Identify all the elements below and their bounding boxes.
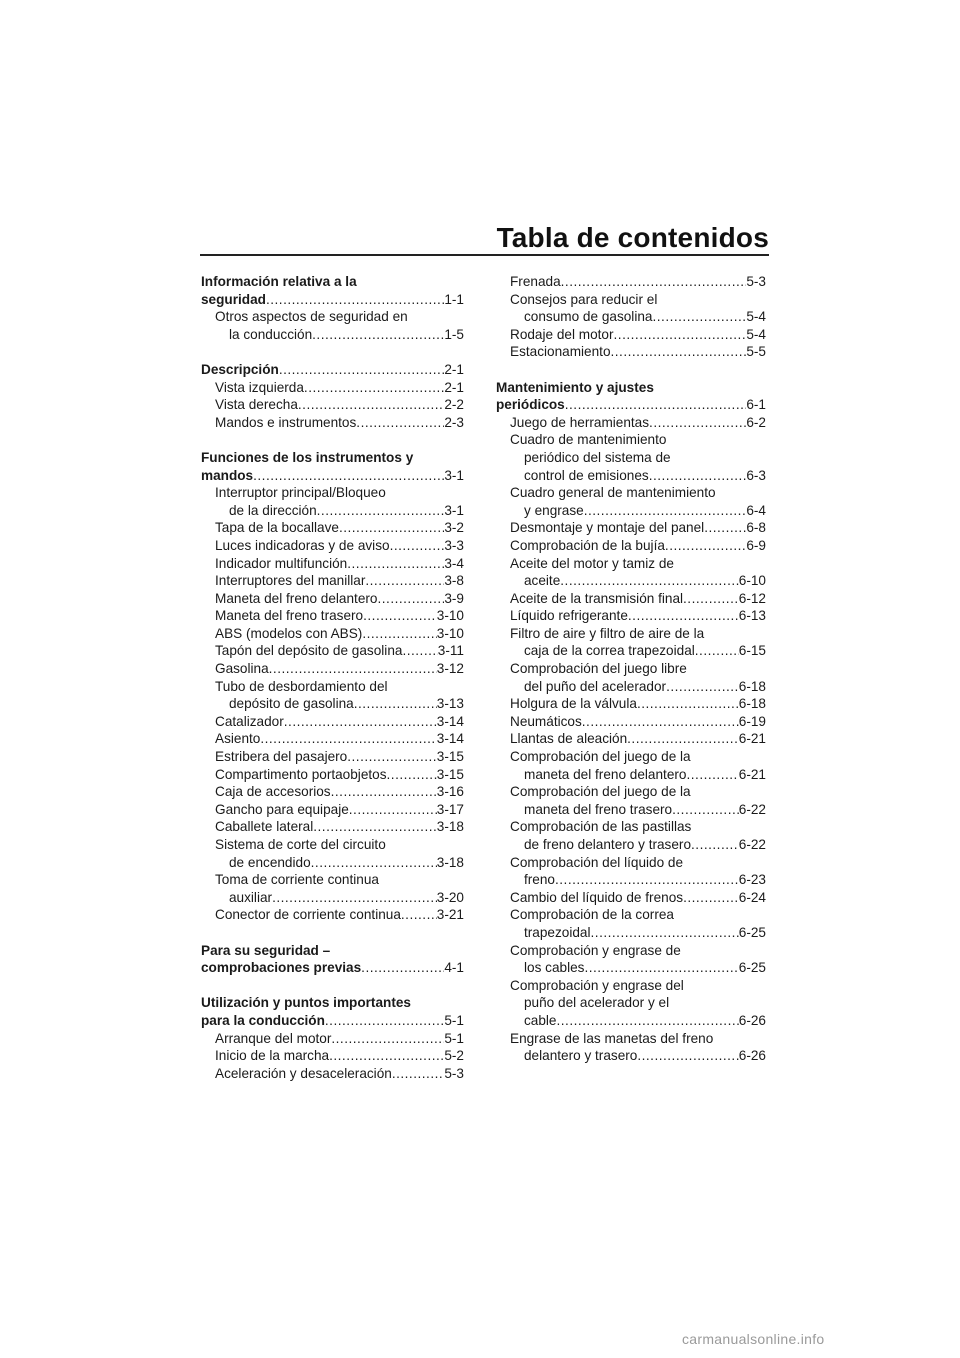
toc-entry[interactable]: [201, 678, 464, 713]
dot-leader: [392, 1065, 445, 1083]
toc-page-number: 6-25: [738, 960, 766, 976]
dot-leader: [637, 695, 739, 713]
dot-leader: [349, 801, 437, 819]
toc-entry-title: Mandos e instrumentos: [215, 414, 357, 430]
dot-leader: [686, 766, 738, 784]
toc-entry-title: del puño del acelerador: [524, 678, 667, 694]
toc-entry-title: Estribera del pasajero: [215, 749, 348, 765]
toc-entry-title: Maneta del freno trasero: [215, 608, 364, 624]
toc-section[interactable]: [201, 449, 464, 484]
dot-leader: [313, 818, 437, 836]
toc-page-number: 6-8: [746, 520, 766, 536]
toc-page-number: 3-4: [444, 555, 464, 571]
toc-page-number: 3-13: [436, 696, 464, 712]
toc-entry[interactable]: [496, 537, 766, 555]
toc-page-number: 5-4: [746, 326, 766, 342]
dot-leader: [637, 1047, 738, 1065]
toc-entry-text: Funciones de los instrumentos y: [201, 449, 414, 465]
toc-entry-title: Llantas de aleación: [510, 731, 628, 747]
dot-leader: [582, 713, 739, 731]
toc-page-number: 2-2: [444, 397, 464, 413]
page-title: Tabla de contenidos: [496, 222, 769, 253]
toc-entry-title: Tapa de la bocallave: [215, 520, 339, 536]
dot-leader: [649, 467, 747, 485]
toc-entry-title: Inicio de la marcha: [215, 1048, 330, 1064]
toc-page-number: 1-5: [444, 326, 464, 342]
dot-leader: [329, 1047, 444, 1065]
dot-leader: [361, 959, 444, 977]
toc-entry-text: Comprobación del líquido de: [510, 854, 684, 870]
toc-page-number: 5-3: [444, 1065, 464, 1081]
toc-page-number: 5-3: [746, 274, 766, 289]
toc-entry-text: Filtro de aire y filtro de aire de la: [510, 625, 705, 641]
toc-entry-title: Desmontaje y montaje del panel: [510, 520, 705, 536]
toc-page-number: 3-15: [436, 766, 464, 782]
dot-leader: [611, 343, 747, 361]
toc-entry-title: de la dirección: [229, 502, 317, 518]
toc-page-number: 3-10: [436, 625, 464, 641]
toc-entry[interactable]: [201, 414, 464, 432]
toc-entry[interactable]: [201, 836, 464, 871]
footer-watermark: carmanualsonline.info: [682, 1331, 825, 1347]
toc-page-number: 3-17: [436, 801, 464, 817]
toc-entry[interactable]: [496, 519, 766, 537]
toc-entry[interactable]: [496, 818, 766, 853]
toc-entry-text: Consejos para reducir el: [510, 291, 658, 307]
toc-entry[interactable]: [201, 572, 464, 590]
toc-page-number: 3-14: [436, 731, 464, 747]
toc-entry[interactable]: [496, 326, 766, 344]
toc-entry-text: Aceite del motor y tamiz de: [510, 555, 674, 571]
toc-entry-title: Frenada: [510, 274, 561, 289]
toc-entry-text: Comprobación de la correa: [510, 907, 674, 923]
toc-page-number: 6-10: [738, 573, 766, 589]
toc-section[interactable]: [201, 273, 464, 308]
toc-entry[interactable]: [201, 660, 464, 678]
dot-leader: [704, 519, 746, 537]
toc-entry[interactable]: [201, 766, 464, 784]
dot-leader: [331, 1030, 444, 1048]
toc-page-number: 2-3: [444, 414, 464, 430]
toc-entry-title: los cables: [524, 960, 585, 976]
toc-entry-text: Cuadro general de mantenimiento: [510, 485, 716, 501]
toc-entry[interactable]: [496, 555, 766, 590]
dot-leader: [695, 642, 739, 660]
toc-entry-title: periódicos: [496, 397, 565, 413]
dot-leader: [269, 660, 437, 678]
toc-page-number: 3-8: [444, 573, 464, 589]
toc-entry-title: Caja de accesorios: [215, 784, 331, 800]
toc-entry[interactable]: [496, 713, 766, 731]
toc-entry-title: Interruptores del manillar: [215, 573, 366, 589]
toc-entry[interactable]: [201, 379, 464, 397]
toc-entry-title: Caballete lateral: [215, 819, 314, 835]
dot-leader: [363, 607, 437, 625]
toc-entry[interactable]: [201, 590, 464, 608]
toc-page-number: 3-15: [436, 749, 464, 765]
toc-entry[interactable]: [201, 906, 464, 924]
toc-entry-text: Otros aspectos de seguridad en: [215, 309, 408, 325]
dot-leader: [584, 959, 738, 977]
dot-leader: [272, 889, 437, 907]
toc-page-number: 3-14: [436, 713, 464, 729]
toc-page-number: 4-1: [444, 960, 464, 976]
toc-page-number: 3-9: [444, 590, 464, 606]
toc-page-number: 3-1: [444, 502, 464, 518]
toc-entry[interactable]: [201, 1047, 464, 1065]
toc-entry-text: Comprobación del juego libre: [510, 661, 687, 677]
toc-entry[interactable]: [201, 396, 464, 414]
toc-page-number: 2-1: [444, 361, 464, 377]
toc-entry[interactable]: [496, 730, 766, 748]
toc-page-number: 6-21: [738, 766, 766, 782]
toc-column-right: [496, 273, 766, 1065]
toc-entry-title: Luces indicadoras y de aviso: [215, 537, 390, 553]
toc-page-number: 3-10: [436, 608, 464, 624]
toc-entry-text: Interruptor principal/Bloqueo: [215, 485, 386, 501]
toc-column-left: [201, 273, 464, 1082]
toc-page-number: 5-2: [444, 1048, 464, 1064]
toc-page-number: 2-1: [444, 379, 464, 395]
toc-entry-title: Arranque del motor: [215, 1030, 332, 1046]
toc-page-number: 3-18: [436, 819, 464, 835]
toc-entry-text: Información relativa a la: [201, 274, 357, 289]
toc-entry[interactable]: [496, 291, 766, 326]
dot-leader: [279, 361, 445, 379]
toc-entry-title: Rodaje del motor: [510, 326, 614, 342]
toc-page-number: 6-15: [738, 643, 766, 659]
toc-entry-title: Aceleración y desaceleración: [215, 1065, 392, 1081]
dot-leader: [347, 555, 444, 573]
dot-leader: [339, 519, 444, 537]
toc-entry-title: de encendido: [229, 854, 311, 870]
toc-page-number: 6-23: [738, 872, 766, 888]
toc-entry-title: maneta del freno trasero: [524, 801, 673, 817]
toc-entry-title: Asiento: [215, 731, 261, 747]
toc-entry-title: Catalizador: [215, 713, 284, 729]
toc-entry[interactable]: [201, 537, 464, 555]
toc-entry-text: Para su seguridad –: [201, 942, 331, 958]
dot-leader: [666, 678, 739, 696]
toc-page-number: 6-1: [746, 397, 766, 413]
toc-entry-text: Utilización y puntos importantes: [201, 995, 411, 1011]
toc-entry-title: seguridad: [201, 291, 266, 307]
toc-entry[interactable]: [201, 730, 464, 748]
toc-page-number: 6-13: [738, 608, 766, 624]
toc-page-number: 6-12: [738, 590, 766, 606]
toc-entry[interactable]: [496, 906, 766, 941]
toc-page-number: 3-11: [437, 643, 464, 659]
toc-page-number: 6-24: [738, 889, 766, 905]
toc-entry-text: Comprobación del juego de la: [510, 749, 691, 765]
toc-entry[interactable]: [201, 1065, 464, 1083]
toc-entry-text: periódico del sistema de: [524, 449, 671, 465]
toc-page-number: 6-9: [746, 537, 766, 553]
toc-entry-title: Comprobación de la bujía: [510, 537, 665, 553]
toc-entry-title: maneta del freno delantero: [524, 766, 687, 782]
dot-leader: [557, 1012, 739, 1030]
toc-entry-title: la conducción: [229, 326, 313, 342]
toc-entry-text: Engrase de las manetas del freno: [510, 1030, 714, 1046]
toc-page-number: 5-1: [444, 1030, 464, 1046]
dot-leader: [365, 572, 444, 590]
toc-entry[interactable]: [496, 607, 766, 625]
toc-entry[interactable]: [201, 801, 464, 819]
toc-entry-text: Toma de corriente continua: [215, 872, 379, 888]
toc-entry-title: Gancho para equipaje: [215, 801, 349, 817]
toc-page-number: 3-18: [436, 854, 464, 870]
dot-leader: [665, 537, 746, 555]
dot-leader: [377, 590, 444, 608]
toc-entry-title: Gasolina: [215, 661, 269, 677]
toc-entry-title: Tapón del depósito de gasolina: [215, 643, 403, 659]
toc-entry[interactable]: [201, 818, 464, 836]
title-underline: [200, 254, 769, 256]
toc-page-number: 6-25: [738, 924, 766, 940]
dot-leader: [284, 713, 437, 731]
toc-page-number: 1-1: [444, 291, 464, 307]
toc-entry-title: delantero y trasero: [524, 1048, 638, 1064]
toc-entry[interactable]: [496, 625, 766, 660]
toc-page-number: 3-1: [444, 467, 464, 483]
dot-leader: [390, 537, 445, 555]
dot-leader: [672, 801, 739, 819]
toc-entry[interactable]: [496, 783, 766, 818]
toc-entry-text: Comprobación del juego de la: [510, 784, 691, 800]
toc-entry[interactable]: [496, 590, 766, 608]
dot-leader: [627, 730, 739, 748]
toc-page-number: 6-19: [738, 713, 766, 729]
toc-page-number: 3-21: [436, 907, 464, 923]
dot-leader: [591, 924, 739, 942]
toc-entry[interactable]: [496, 484, 766, 519]
toc-entry-text: Cuadro de mantenimiento: [510, 432, 667, 448]
toc-page-number: 6-22: [738, 801, 766, 817]
toc-entry[interactable]: [201, 1030, 464, 1048]
toc-entry-title: Compartimento portaobjetos: [215, 766, 387, 782]
toc-entry-title: cable: [524, 1012, 557, 1028]
toc-entry-title: comprobaciones previas: [201, 960, 362, 976]
dot-leader: [691, 836, 739, 854]
toc-entry-title: Estacionamiento: [510, 344, 611, 360]
toc-entry-title: Conector de corriente continua: [215, 907, 401, 923]
toc-entry-title: trapezoidal: [524, 924, 591, 940]
toc-entry[interactable]: [201, 871, 464, 906]
toc-entry-title: Holgura de la válvula: [510, 696, 637, 712]
toc-entry-text: Comprobación y engrase de: [510, 942, 681, 958]
toc-entry-title: Juego de herramientas: [510, 414, 650, 430]
toc-page-number: 3-12: [436, 661, 464, 677]
toc-entry-title: para la conducción: [201, 1012, 325, 1028]
toc-page-number: 6-2: [746, 414, 766, 430]
toc-entry[interactable]: [496, 942, 766, 977]
toc-page-number: 6-26: [738, 1048, 766, 1064]
toc-entry-title: depósito de gasolina: [229, 696, 354, 712]
dot-leader: [356, 414, 444, 432]
dot-leader: [325, 1012, 444, 1030]
toc-entry[interactable]: [496, 695, 766, 713]
toc-entry-text: Comprobación de las pastillas: [510, 819, 692, 835]
toc-entry-title: auxiliar: [229, 889, 273, 905]
dot-leader: [402, 642, 437, 660]
toc-entry-title: Descripción: [201, 361, 279, 377]
toc-section[interactable]: [201, 994, 464, 1029]
toc-page-number: 3-2: [444, 520, 464, 536]
toc-entry[interactable]: [496, 889, 766, 907]
toc-page-number: 6-22: [738, 837, 766, 852]
toc-entry-title: Neumáticos: [510, 713, 582, 729]
toc-entry-title: Indicador multifunción: [215, 555, 348, 571]
dot-leader: [565, 396, 747, 414]
dot-leader: [298, 396, 444, 414]
dot-leader: [649, 414, 746, 432]
toc-entry-text: Mantenimiento y ajustes: [496, 379, 654, 395]
dot-leader: [628, 607, 739, 625]
toc-entry-title: Vista izquierda: [215, 379, 304, 395]
toc-entry-text: puño del acelerador y el: [524, 995, 670, 1011]
toc-entry-title: Cambio del líquido de frenos: [510, 889, 684, 905]
toc-page-number: 6-4: [746, 502, 766, 518]
dot-leader: [401, 906, 437, 924]
dot-leader: [555, 871, 739, 889]
toc-page-number: 6-26: [738, 1012, 766, 1028]
dot-leader: [354, 695, 437, 713]
toc-entry-title: freno: [524, 872, 555, 888]
toc-entry[interactable]: [201, 748, 464, 766]
dot-leader: [652, 308, 746, 326]
toc-page-number: 6-21: [738, 731, 766, 747]
toc-page-number: 6-3: [746, 467, 766, 483]
toc-entry-title: control de emisiones: [524, 467, 649, 483]
toc-entry[interactable]: [201, 783, 464, 801]
toc-entry[interactable]: [496, 1030, 766, 1065]
dot-leader: [614, 326, 747, 344]
dot-leader: [561, 273, 747, 291]
toc-entry[interactable]: [201, 642, 464, 660]
toc-entry[interactable]: [201, 625, 464, 643]
toc-page-number: 3-16: [436, 784, 464, 800]
dot-leader: [304, 379, 444, 397]
toc-page-number: 5-4: [746, 309, 766, 325]
dot-leader: [260, 730, 436, 748]
toc-entry[interactable]: [201, 607, 464, 625]
toc-entry-title: aceite: [524, 573, 561, 589]
toc-entry[interactable]: [201, 713, 464, 731]
toc-entry-title: Aceite de la transmisión final: [510, 590, 684, 606]
toc-entry[interactable]: [496, 660, 766, 695]
toc-entry[interactable]: [496, 854, 766, 889]
toc-entry-title: y engrase: [524, 502, 584, 518]
toc-entry[interactable]: [496, 431, 766, 484]
toc-page-number: 6-18: [738, 696, 766, 712]
toc-entry-text: Comprobación y engrase del: [510, 977, 684, 993]
toc-entry[interactable]: [201, 555, 464, 573]
toc-page-number: 6-18: [738, 678, 766, 694]
toc-page-number: 3-20: [436, 889, 464, 905]
toc-section[interactable]: [201, 942, 464, 977]
dot-leader: [266, 291, 444, 309]
dot-leader: [387, 766, 437, 784]
toc-entry[interactable]: [201, 484, 464, 519]
toc-page-number: 5-1: [444, 1012, 464, 1028]
dot-leader: [683, 590, 739, 608]
toc-entry[interactable]: [496, 748, 766, 783]
toc-entry-title: de freno delantero y trasero: [524, 837, 692, 852]
dot-leader: [683, 889, 739, 907]
toc-section[interactable]: [496, 379, 766, 414]
dot-leader: [331, 783, 437, 801]
toc-entry[interactable]: [496, 273, 766, 291]
toc-entry-title: Líquido refrigerante: [510, 608, 628, 624]
dot-leader: [253, 467, 444, 485]
toc-entry-title: caja de la correa trapezoidal: [524, 643, 695, 659]
toc-section[interactable]: [201, 361, 464, 379]
dot-leader: [312, 326, 444, 344]
toc-entry[interactable]: [496, 343, 766, 361]
toc-entry-text: Sistema de corte del circuito: [215, 837, 386, 852]
toc-page-number: 5-5: [746, 344, 766, 360]
toc-entry[interactable]: [201, 519, 464, 537]
toc-entry-title: ABS (modelos con ABS): [215, 625, 363, 641]
toc-page-number: 3-3: [444, 537, 464, 553]
toc-entry-title: Vista derecha: [215, 397, 298, 413]
toc-entry[interactable]: [201, 308, 464, 343]
dot-leader: [347, 748, 437, 766]
toc-entry-title: consumo de gasolina: [524, 309, 653, 325]
toc-entry[interactable]: [496, 414, 766, 432]
toc-entry-title: mandos: [201, 467, 254, 483]
toc-entry-text: Tubo de desbordamiento del: [215, 678, 388, 694]
toc-entry-title: Maneta del freno delantero: [215, 590, 378, 606]
dot-leader: [362, 625, 436, 643]
dot-leader: [584, 502, 747, 520]
dot-leader: [560, 572, 739, 590]
dot-leader: [317, 502, 445, 520]
dot-leader: [311, 854, 437, 872]
toc-entry[interactable]: [496, 977, 766, 1030]
